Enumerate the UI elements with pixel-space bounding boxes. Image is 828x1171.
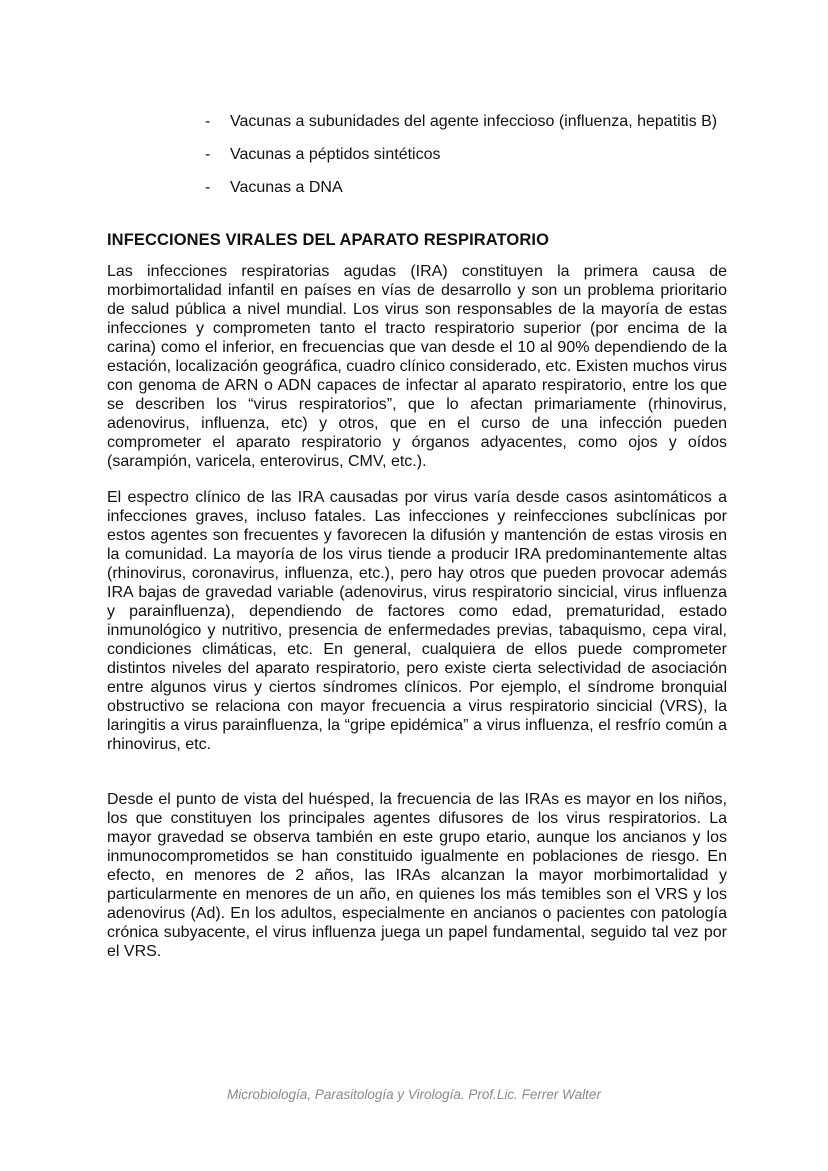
list-item-text: Vacunas a subunidades del agente infeccioso (influenza, hepatitis B)	[230, 113, 718, 130]
list-bullet-dash: -	[205, 146, 211, 163]
section-heading: INFECCIONES VIRALES DEL APARATO RESPIRATORIO	[107, 231, 550, 249]
body-paragraph: Las infecciones respiratorias agudas (IRA) constituyen la primera causa de morbimortalidad infantil en países en vías de desarrollo y son un problema prioritario de salud pública a nivel mundial. Los virus son responsables de la mayoría de estas infecciones y comprometen tanto el tracto respiratorio superior (por encima de la carina) como el inferior, en frecuencias que van desde el 10 al 90% dependiendo de la estación, localización geográfica, cuadro clínico considerado, etc. Existen muchos virus con genoma de ARN o ADN capaces de infectar al aparato respiratorio, entre los que se describen los “virus respiratorios”, que lo afectan primariamente (rhinovirus, adenovirus, influenza, etc) y otros, que en el curso de una infección pueden comprometer el aparato respiratorio y órganos adyacentes, como ojos y oídos (sarampión, varicela, enterovirus, CMV, etc.).	[107, 263, 727, 470]
list-item-text: Vacunas a DNA	[230, 179, 343, 196]
body-paragraph: Desde el punto de vista del huésped, la frecuencia de las IRAs es mayor en los niños, los que constituyen los principales agentes difusores de los virus respiratorios. La mayor gravedad se observa también en este grupo etario, aunque los ancianos y los inmunocomprometidos se han constituido igualmente en poblaciones de riesgo. En efecto, en menores de 2 años, las IRAs alcanzan la mayor morbimortalidad y particularmente en menores de un año, en quienes los más temibles son el VRS y los adenovirus (Ad). En los adultos, especialmente en ancianos o pacientes con patología crónica subyacente, el virus influenza juega un papel fundamental, seguido tal vez por el VRS.	[107, 791, 727, 960]
page-footer: Microbiología, Parasitología y Virología. Prof.Lic. Ferrer Walter	[227, 1087, 601, 1102]
list-item	[205, 178, 727, 197]
body-paragraph: El espectro clínico de las IRA causadas por virus varía desde casos asintomáticos a infecciones graves, incluso fatales. Las infecciones y reinfecciones subclínicas por estos agentes son frecuentes y favorecen la difusión y mantención de estas virosis en la comunidad. La mayoría de los virus tiende a producir IRA predominantemente altas (rhinovirus, coronavirus, influenza, etc.), pero hay otros que pueden provocar además IRA bajas de gravedad variable (adenovirus, virus respiratorio sincicial, virus influenza y parainfluenza), dependiendo de factores como edad, prematuridad, estado inmunológico y nutritivo, presencia de enfermedades previas, tabaquismo, cepa viral, condiciones climáticas, etc. En general, cualquiera de ellos puede comprometer distintos niveles del aparato respiratorio, pero existe cierta selectividad de asociación entre algunos virus y ciertos síndromes clínicos. Por ejemplo, el síndrome bronquial obstructivo se relaciona con mayor frecuencia a virus respiratorio sincicial (VRS), la laringitis a virus parainfluenza, la “gripe epidémica” a virus influenza, el resfrío común a rhinovirus, etc.	[107, 489, 727, 753]
list-item	[205, 145, 727, 164]
vaccine-type-list	[205, 112, 727, 211]
list-bullet-dash: -	[205, 113, 211, 130]
list-item	[205, 112, 727, 131]
list-bullet-dash: -	[205, 179, 211, 196]
list-item-text: Vacunas a péptidos sintéticos	[230, 146, 441, 163]
